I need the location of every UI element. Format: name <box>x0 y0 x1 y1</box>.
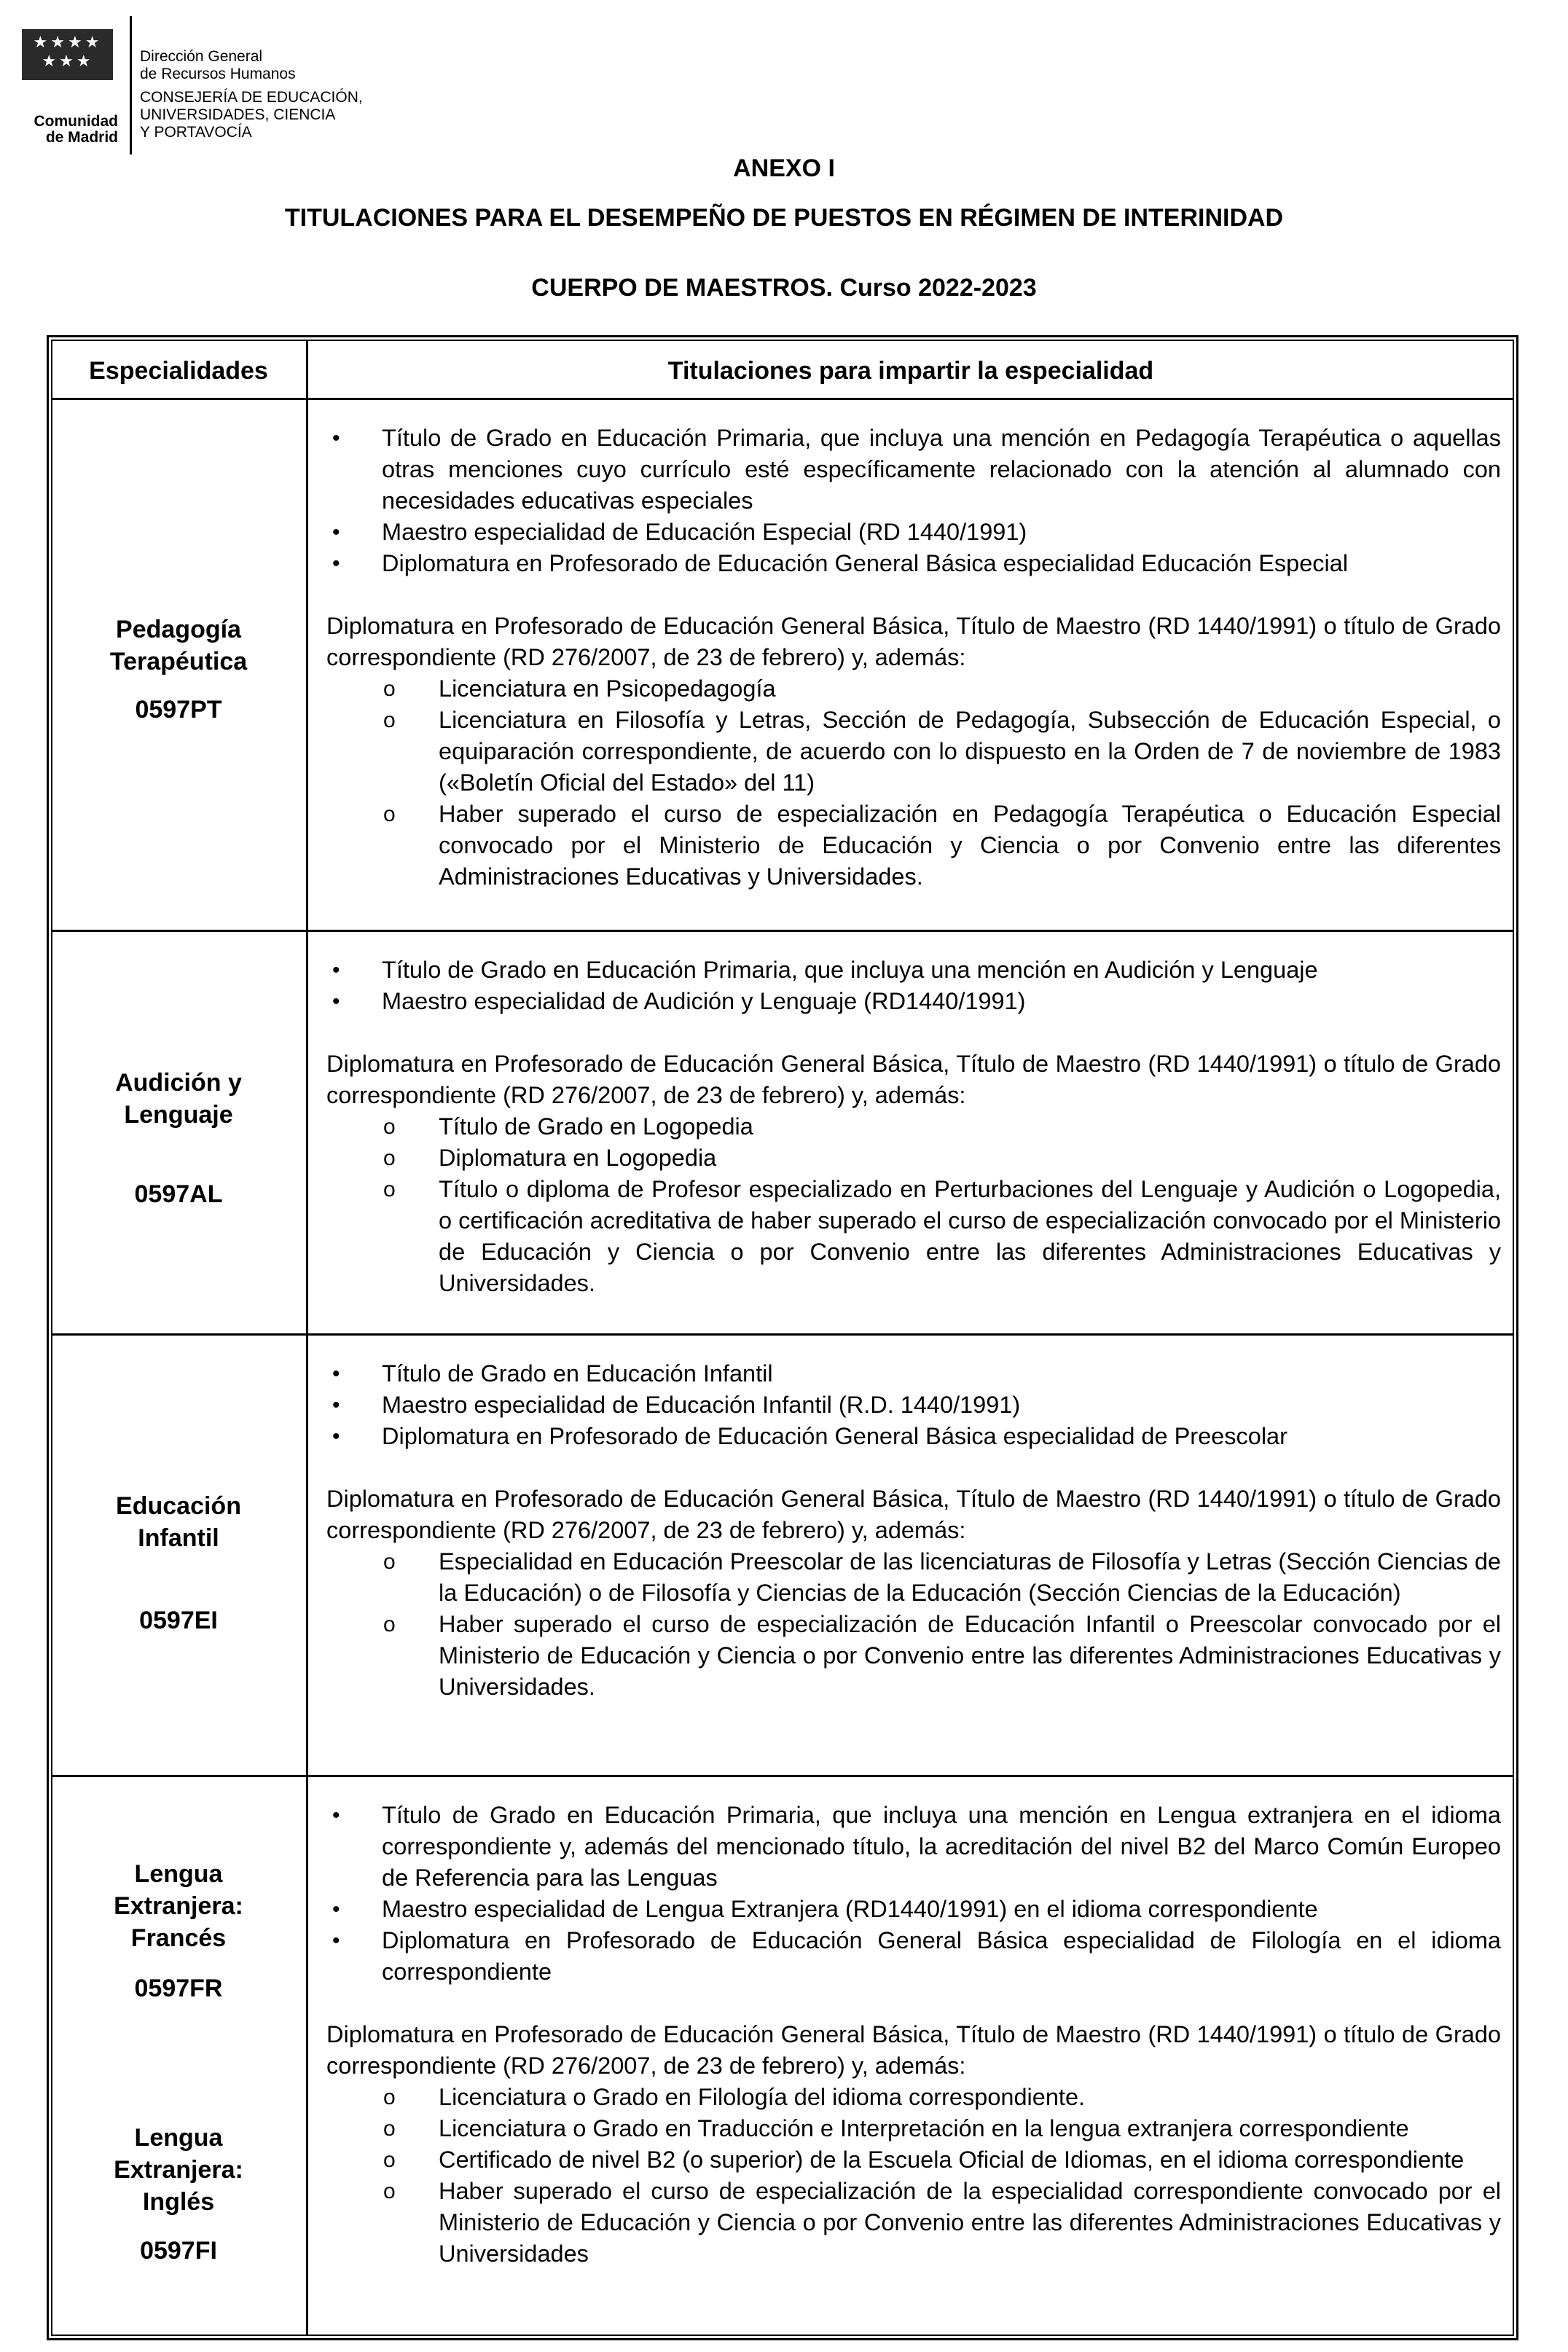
column-header-specialties: Especialidades <box>89 357 268 385</box>
specialty-code: 0597PT <box>135 696 222 724</box>
list-item: o Licenciatura o Grado en Traducción e Interpretación en la lengua extranjera correspondiente <box>326 2113 1501 2144</box>
titles-cell <box>326 954 1501 1299</box>
annex-heading: ANEXO I <box>733 154 835 182</box>
department-block: Dirección General de Recursos Humanos CONSEJERÍA DE EDUCACIÓN, UNIVERSIDADES, CIENCIA Y PORTAVOCÍA <box>140 48 363 141</box>
list-item: o Haber superado el curso de especialización de Educación Infantil o Preescolar convocado por el Ministerio de Educación y Ciencia o por Convenio entre las diferentes Administraciones Educativas y Universidades. <box>326 1609 1501 1703</box>
specialty-name: Lengua Extranjera: Francés <box>114 1860 243 1952</box>
titles-cell <box>326 423 1501 893</box>
specialty-code: 0597AL <box>134 1180 223 1208</box>
specialty-name: Pedagogía Terapéutica <box>109 616 248 675</box>
list-item: o Título de Grado en Logopedia <box>326 1111 1501 1142</box>
list-item: • Maestro especialidad de Lengua Extranjera (RD1440/1991) en el idioma correspondiente <box>326 1894 1501 1925</box>
list-item: o Diplomatura en Logopedia <box>326 1142 1501 1174</box>
list-item: • Diplomatura en Profesorado de Educación General Básica especialidad Educación Especial <box>326 548 1501 579</box>
row-divider <box>51 1333 1514 1336</box>
list-item: • Título de Grado en Educación Primaria, que incluya una mención en Lengua extranjera en el idioma correspondiente y, además del mencionado título, la acreditación del nivel B2 del Marco Común Europeo de Referencia para las Lenguas <box>326 1800 1501 1894</box>
list-item: o Título o diploma de Profesor especializado en Perturbaciones del Lenguaje y Audición o Logopedia, o certificación acreditativa de haber superado el curso de especialización convocado por el Ministerio de Educación y Ciencia o por Convenio entre las diferentes Administraciones Educativas y Universidades. <box>326 1174 1501 1299</box>
list-item: • Maestro especialidad de Educación Infantil (R.D. 1440/1991) <box>326 1389 1501 1421</box>
specialty-name: Audición y Lenguaje <box>115 1069 242 1129</box>
specialty-name: Educación Infantil <box>116 1492 241 1552</box>
row-divider <box>51 1775 1514 1777</box>
requirements-paragraph: Diplomatura en Profesorado de Educación General Básica, Título de Maestro (RD 1440/1991) o título de Grado correspondiente (RD 276/2007, de 23 de febrero) y, además: <box>326 1051 1501 1108</box>
document-title: TITULACIONES PARA EL DESEMPEÑO DE PUESTOS EN RÉGIMEN DE INTERINIDAD <box>284 204 1284 232</box>
list-item: o Especialidad en Educación Preescolar de las licenciaturas de Filosofía y Letras (Sección Ciencias de la Educación) o de Filosofía y Ciencias de la Educación (Sección Ciencias de la Educación) <box>326 1546 1501 1609</box>
list-item: • Título de Grado en Educación Primaria, que incluya una mención en Pedagogía Terapéutica o aquellas otras menciones cuyo currículo esté específicamente relacionado con la atención al alumnado con necesidades educativas especiales <box>326 423 1501 517</box>
requirements-paragraph: Diplomatura en Profesorado de Educación General Básica, Título de Maestro (RD 1440/1991) o título de Grado correspondiente (RD 276/2007, de 23 de febrero) y, además: <box>326 2021 1501 2079</box>
column-header-titles: Titulaciones para impartir la especialidad <box>667 357 1154 385</box>
list-item: • Maestro especialidad de Educación Especial (RD 1440/1991) <box>326 517 1501 548</box>
list-item: o Licenciatura o Grado en Filología del idioma correspondiente. <box>326 2082 1501 2113</box>
row-divider <box>51 930 1514 932</box>
specialty-code: 0597FR <box>134 1975 223 2002</box>
specialty-code: 0597FI <box>140 2237 217 2265</box>
column-divider <box>306 340 308 2336</box>
titles-cell <box>326 1358 1501 1703</box>
madrid-logo <box>22 29 113 80</box>
list-item: o Certificado de nivel B2 (o superior) de la Escuela Oficial de Idiomas, en el idioma correspondiente <box>326 2144 1501 2176</box>
header-divider <box>51 398 1514 400</box>
list-item: • Título de Grado en Educación Infantil <box>326 1358 1501 1389</box>
list-item: o Licenciatura en Filosofía y Letras, Sección de Pedagogía, Subsección de Educación Especial, o equiparación correspondiente, de acuerdo con lo dispuesto en la Orden de 7 de noviembre de 1983 («Boletín Oficial del Estado» del 11) <box>326 705 1501 799</box>
letterhead-divider <box>130 16 132 154</box>
document-subtitle: CUERPO DE MAESTROS. Curso 2022-2023 <box>531 274 1037 302</box>
list-item: o Licenciatura en Psicopedagogía <box>326 673 1501 705</box>
requirements-paragraph: Diplomatura en Profesorado de Educación General Básica, Título de Maestro (RD 1440/1991) o título de Grado correspondiente (RD 276/2007, de 23 de febrero) y, además: <box>326 1486 1501 1543</box>
list-item: • Título de Grado en Educación Primaria, que incluya una mención en Audición y Lenguaje <box>326 954 1501 986</box>
specialty-name: Lengua Extranjera: Inglés <box>114 2124 243 2216</box>
stars-icon: ★★★★ ★★★ <box>33 34 103 71</box>
list-item: • Diplomatura en Profesorado de Educación General Básica especialidad de Filología en el idioma correspondiente <box>326 1925 1501 1988</box>
specialty-code: 0597EI <box>139 1607 218 1634</box>
requirements-paragraph: Diplomatura en Profesorado de Educación General Básica, Título de Maestro (RD 1440/1991) o título de Grado correspondiente (RD 276/2007, de 23 de febrero) y, además: <box>326 613 1501 670</box>
titles-cell <box>326 1800 1501 2270</box>
list-item: o Haber superado el curso de especialización de la especialidad correspondiente convocado por el Ministerio de Educación y Ciencia o por Convenio entre las diferentes Administraciones Educativas y Universidades <box>326 2176 1501 2270</box>
list-item: • Maestro especialidad de Audición y Lenguaje (RD1440/1991) <box>326 986 1501 1017</box>
logo-name: Comunidad de Madrid <box>34 113 118 146</box>
list-item: • Diplomatura en Profesorado de Educación General Básica especialidad de Preescolar <box>326 1421 1501 1452</box>
list-item: o Haber superado el curso de especialización en Pedagogía Terapéutica o Educación Especial convocado por el Ministerio de Educación y Ciencia o por Convenio entre las diferentes Administraciones Educativas y Universidades. <box>326 799 1501 893</box>
